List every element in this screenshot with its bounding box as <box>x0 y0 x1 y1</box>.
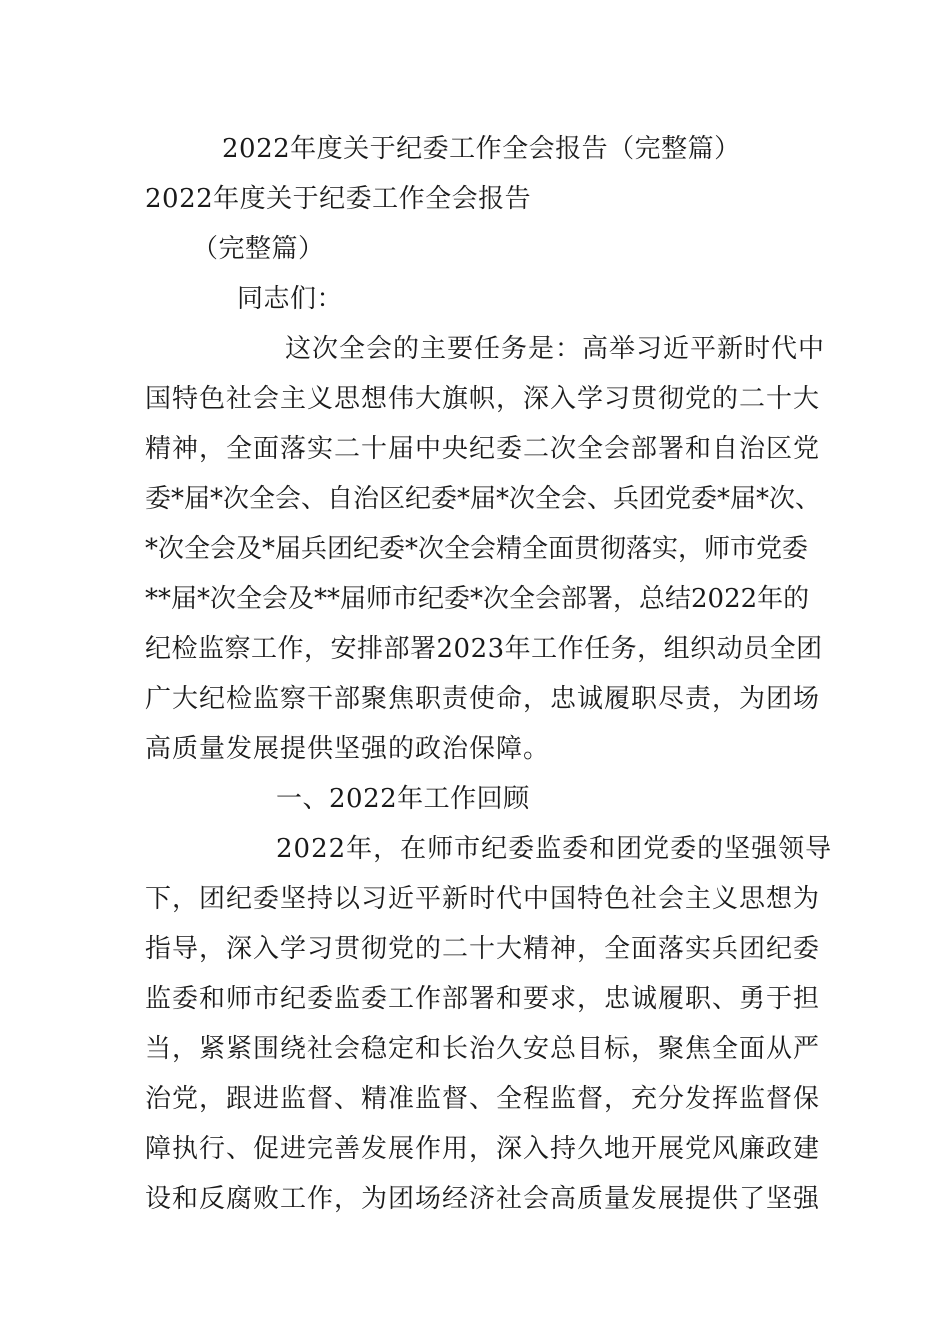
paragraph-1-line: 这次全会的主要任务是：高举习近平新时代中 <box>285 334 826 364</box>
paragraph-2-line: 下，团纪委坚持以习近平新时代中国特色社会主义思想为 <box>145 884 821 914</box>
paragraph-2-line: 监委和师市纪委监委工作部署和要求，忠诚履职、勇于担 <box>145 984 821 1014</box>
paragraph-2-line: 指导，深入学习贯彻党的二十大精神，全面落实兵团纪委 <box>145 934 821 964</box>
paragraph-1-line: **届*次全会及**届师市纪委*次全会部署，总结2022年的 <box>145 584 810 614</box>
paragraph-1-line: 精神，全面落实二十届中央纪委二次全会部署和自治区党 <box>145 434 821 464</box>
paragraph-2-line: 当，紧紧围绕社会稳定和长治久安总目标，聚焦全面从严 <box>145 1034 821 1064</box>
document-title-repeat: 2022年度关于纪委工作全会报告 <box>145 184 532 214</box>
document-subtitle: （完整篇） <box>192 234 325 264</box>
paragraph-2-line: 障执行、促进完善发展作用，深入持久地开展党风廉政建 <box>145 1134 821 1164</box>
paragraph-1-line: 委*届*次全会、自治区纪委*届*次全会、兵团党委*届*次、 <box>145 484 822 514</box>
document-title: 2022年度关于纪委工作全会报告（完整篇） <box>222 134 741 164</box>
paragraph-2-line: 设和反腐败工作，为团场经济社会高质量发展提供了坚强 <box>145 1184 821 1214</box>
paragraph-1-line: 高质量发展提供坚强的政治保障。 <box>145 734 551 764</box>
paragraph-2-line: 治党，跟进监督、精准监督、全程监督，充分发挥监督保 <box>145 1084 821 1114</box>
paragraph-1-line: 广大纪检监察干部聚焦职责使命，忠诚履职尽责，为团场 <box>145 684 821 714</box>
section-heading: 一、2022年工作回顾 <box>276 784 530 814</box>
salutation: 同志们： <box>237 284 344 314</box>
paragraph-2-line: 2022年，在师市纪委监委和团党委的坚强领导 <box>276 834 833 864</box>
paragraph-1-line: *次全会及*届兵团纪委*次全会精全面贯彻落实，师市党委 <box>145 534 809 564</box>
paragraph-1-line: 纪检监察工作，安排部署2023年工作任务，组织动员全团 <box>145 634 823 664</box>
paragraph-1-line: 国特色社会主义思想伟大旗帜，深入学习贯彻党的二十大 <box>145 384 821 414</box>
